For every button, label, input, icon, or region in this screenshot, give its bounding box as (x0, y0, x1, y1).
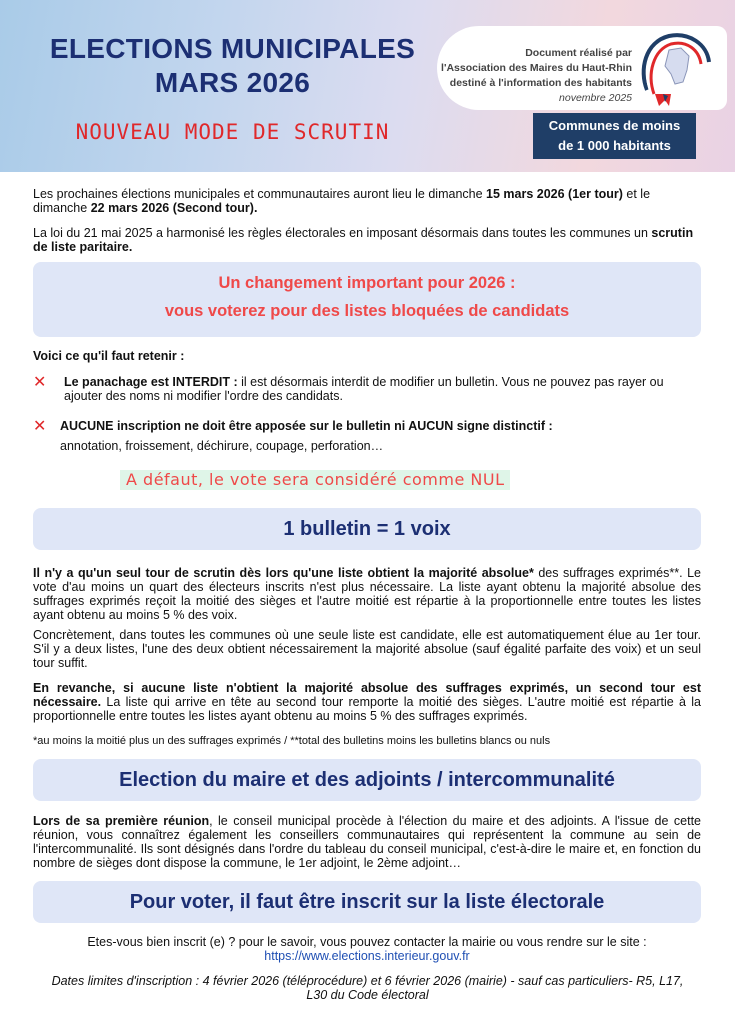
title-line-1: ELECTIONS MUNICIPALES (49, 33, 416, 64)
callout-line-2: vous voterez pour des listes bloquées de candidats (164, 302, 570, 320)
change-callout (33, 262, 701, 337)
title-line-2: MARS 2026 (154, 67, 311, 98)
credit-line-2: l'Association des Maires du Haut-Rhin (441, 62, 632, 74)
credit-line-3: destiné à l'information des habitants (449, 77, 632, 89)
intro-paragraph-1: Les prochaines élections municipales et communautaires auront lieu le dimanche 15 mars 2026 (1er tour) et le dimanche 22 mars 2026 (Second tour). (33, 187, 651, 215)
inscription-text: Etes-vous bien inscrit (e) ? pour le savoir, vous pouvez contacter la mairie ou vous rendre sur le site : (87, 935, 647, 949)
rule-inscription-detail: annotation, froissement, déchirure, coupage, perforation… (60, 439, 384, 453)
credit-text (402, 46, 632, 106)
rule-panachage: Le panachage est INTERDIT : il est désormais interdit de modifier un bulletin. Vous ne pouvez pas rayer ou ajouter des noms ni modifier l'ordre des candidats. (64, 375, 664, 403)
credit-date: novembre 2025 (559, 92, 632, 104)
audience-line-1: Communes de moins (548, 118, 681, 133)
header-banner (0, 0, 735, 172)
audience-badge (533, 113, 696, 159)
subtitle: NOUVEAU MODE DE SCRUTIN (75, 120, 390, 144)
maire-heading: Election du maire et des adjoints / intercommunalité (33, 759, 701, 801)
audience-line-2: de 1 000 habitants (558, 138, 671, 153)
credit-line-1: Document réalisé par (525, 47, 632, 59)
scrutin-paragraph-1: Il n'y a qu'un seul tour de scrutin dès lors qu'une liste obtient la majorité absolue* des suffrages exprimés**. Le vote d'au moins un quart des électeurs inscrits n'est plus nécessaire. La liste ayant obtenu la majorité absolue des suffrages exprimés reçoit la moitié des sièges et l'autre moitié est répartie à la proportionnelle entre toutes les listes ayant obtenu au moins 5 % des voix. (33, 566, 701, 622)
nul-warning: A défaut, le vote sera considéré comme NUL (120, 470, 510, 490)
callout-line-1: Un changement important pour 2026 : (218, 274, 516, 292)
rule-inscription: AUCUNE inscription ne doit être apposée sur le bulletin ni AUCUN signe distinctif : (60, 419, 553, 433)
inscription-heading: Pour voter, il faut être inscrit sur la liste électorale (33, 881, 701, 923)
intro-paragraph-2: La loi du 21 mai 2025 a harmonisé les règles électorales en imposant désormais dans toutes les communes un scrutin de liste paritaire. (33, 226, 694, 254)
scrutin-paragraph-2: Concrètement, dans toutes les communes où une seule liste est candidate, elle est automatiquement élue au 1er tour. S'il y a deux listes, l'une des deux obtient nécessairement la majorité absolue (sauf égalité parfaite des voix) et un seul tour suffit. (33, 628, 701, 670)
cross-icon: ✕ (33, 418, 47, 435)
maire-paragraph: Lors de sa première réunion, le conseil municipal procède à l'élection du maire et des adjoints. A l'issue de cette réunion, vous connaîtrez également les conseillers communautaires qui représentent la commune au sein de l'intercommunalité. Ils sont désignés dans l'ordre du tableau du conseil municipal, c'est-à-dire le maire et, en fonction du nombre de sièges dont dispose la commune, le 1er adjoint, le 2ème adjoint… (33, 814, 702, 870)
footnote: *au moins la moitié plus un des suffrages exprimés / **total des bulletins moins les bulletins blancs ou nuls (33, 735, 551, 747)
elections-link[interactable]: https://www.elections.interieur.gouv.fr (264, 949, 470, 963)
bulletin-heading: 1 bulletin = 1 voix (33, 508, 701, 550)
cross-icon: ✕ (33, 374, 47, 391)
inscription-dates: Dates limites d'inscription : 4 février 2026 (téléprocédure) et 6 février 2026 (mairie) - sauf cas particuliers- R5, L17, L30 du Code électoral (51, 974, 684, 1002)
haut-rhin-seal-icon (637, 30, 717, 108)
credit-card (437, 26, 727, 110)
retenir-heading: Voici ce qu'il faut retenir : (33, 349, 185, 363)
scrutin-paragraph-3: En revanche, si aucune liste n'obtient la majorité absolue des suffrages exprimés, un second tour est nécessaire. La liste qui arrive en tête au second tour remporte la moitié des sièges. L'autre moitié est répartie à la proportionnelle entre toutes les listes ayant obtenu au moins 5 % des suffrages exprimés. (33, 681, 701, 723)
